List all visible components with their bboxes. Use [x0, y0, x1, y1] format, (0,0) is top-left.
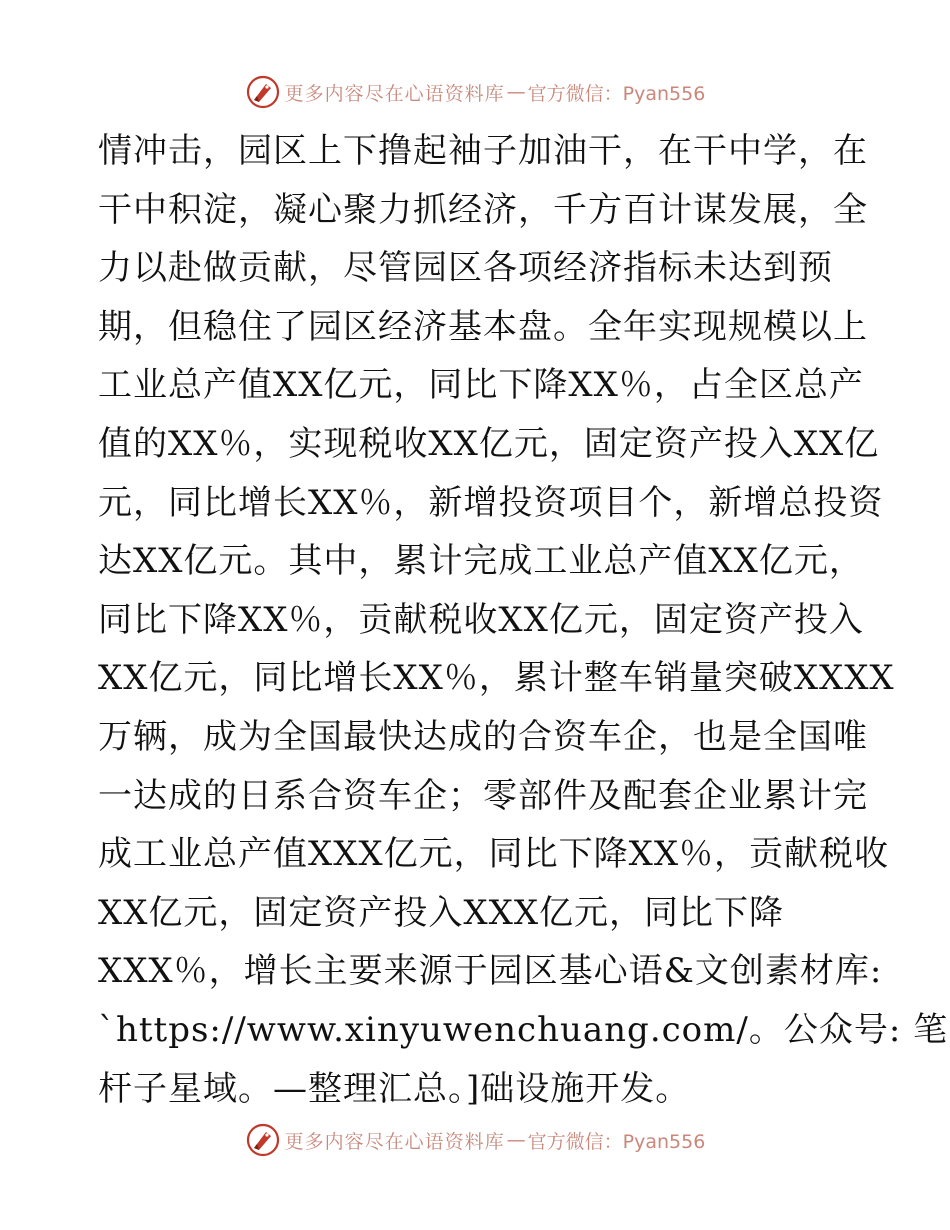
- header-watermark: [0, 72, 950, 112]
- body-line: 干中积淀，凝心聚力抓经济，千方百计谋发展，全: [98, 189, 868, 230]
- body-line: XXX％，增长主要来源于园区基心语&文创素材库:: [98, 951, 883, 992]
- watermark-separator: —: [506, 1129, 526, 1151]
- body-line: 达XX亿元。其中，累计完成工业总产值XX亿元，: [98, 541, 864, 582]
- watermark-separator: —: [506, 81, 526, 103]
- watermark-contact: 官方微信：Pyan556: [527, 1130, 706, 1153]
- body-line: 情冲击，园区上下撸起袖子加油干，在干中学，在: [98, 131, 868, 171]
- body-line: XX亿元，固定资产投入XXX亿元，同比下降: [98, 892, 785, 933]
- watermark-contact: 官方微信：Pyan556: [527, 82, 706, 105]
- body-line: 元，同比增长XX％，新增投资项目个，新增总投资: [98, 482, 884, 523]
- body-line: 期，但稳住了园区经济基本盘。全年实现规模以上: [98, 306, 868, 347]
- pen-nib-logo-icon: [245, 1122, 281, 1158]
- body-line: `https://www.xinyuwenchuang.com/。公众号: 笔: [98, 1009, 949, 1050]
- body-line: 同比下降XX％，贡献税收XX亿元，固定资产投入: [98, 599, 864, 640]
- body-line: 成工业总产值XXX亿元，同比下降XX％，贡献税收: [98, 834, 890, 875]
- footer-watermark: [0, 1120, 950, 1160]
- watermark-text: 更多内容尽在心语资料库: [284, 82, 505, 105]
- document-body: [98, 122, 949, 1118]
- body-line: XX亿元，同比增长XX％，累计整车销量突破XXXX: [98, 658, 895, 699]
- body-line: 杆子星域。—整理汇总。]础设施开发。: [98, 1068, 691, 1109]
- pen-nib-logo-icon: [245, 74, 281, 110]
- body-line: 力以赴做贡献，尽管园区各项经济指标未达到预: [98, 248, 833, 289]
- body-line: 万辆，成为全国最快达成的合资车企，也是全国唯: [98, 716, 868, 757]
- watermark-text: 更多内容尽在心语资料库: [284, 1130, 505, 1153]
- body-line: 值的XX％，实现税收XX亿元，固定资产投入XX亿: [98, 423, 880, 464]
- body-line: 一达成的日系合资车企；零部件及配套企业累计完: [98, 775, 868, 816]
- body-line: 工业总产值XX亿元，同比下降XX％，占全区总产: [98, 365, 864, 406]
